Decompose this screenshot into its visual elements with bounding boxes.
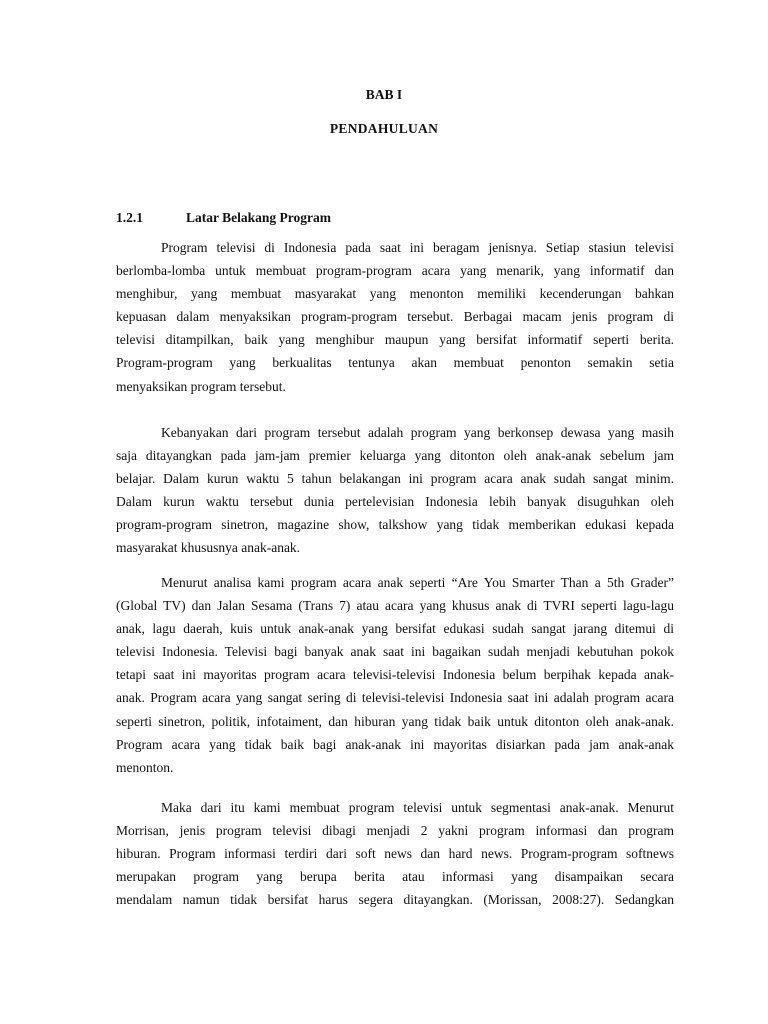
text-line: Dalam kurun waktu tersebut dunia pertelevisian Indonesia lebih banyak disuguhkan oleh (116, 494, 674, 510)
text-line: Morrisan, jenis program televisi dibagi menjadi 2 yakni program informasi dan program (116, 823, 674, 839)
text-line: menyaksikan program tersebut. (116, 378, 286, 394)
section-number: 1.2.1 (116, 210, 143, 225)
text-line: mendalam namun tidak bersifat harus segera ditayangkan. (Morissan, 2008:27). Sedangkan (116, 892, 674, 908)
text-line: saja ditayangkan pada jam-jam premier keluarga yang ditonton oleh anak-anak sebelum jam (116, 448, 674, 464)
text-line: Program acara yang tidak baik bagi anak-anak ini mayoritas disiarkan pada jam anak-anak (116, 736, 674, 752)
text-line: televisi Indonesia. Televisi bagi banyak anak saat ini bagaikan sudah menjadi kebutuhan pokok (116, 644, 674, 660)
text-line: kepuasan dalam menyaksikan program-program tersebut. Berbagai macam jenis program di (116, 309, 674, 325)
text-line: (Global TV) dan Jalan Sesama (Trans 7) atau acara yang khusus anak di TVRI seperti lagu-lagu (116, 598, 674, 614)
text-line: Menurut analisa kami program acara anak seperti “Are You Smarter Than a 5th Grader” (161, 575, 674, 590)
text-line: Kebanyakan dari program tersebut adalah program yang berkonsep dewasa yang masih (161, 425, 674, 440)
section-title: Latar Belakang Program (186, 210, 331, 225)
section-heading (116, 210, 331, 226)
paragraph-3 (116, 571, 674, 779)
paragraph-4 (116, 796, 674, 911)
text-line: belajar. Dalam kurun waktu 5 tahun belakangan ini program acara anak sudah sangat minim. (116, 471, 674, 487)
paragraph-2 (116, 421, 674, 560)
text-line: program-program sinetron, magazine show, talkshow yang tidak memberikan edukasi kepada (116, 517, 674, 533)
text-line: tetapi saat ini mayoritas program acara televisi-televisi Indonesia belum berpihak kepada anak- (116, 667, 674, 683)
chapter-title: PENDAHULUAN (329, 121, 439, 136)
text-line: anak. Program acara yang sangat sering di televisi-televisi Indonesia saat ini adalah program acara (116, 690, 674, 706)
text-line: Maka dari itu kami membuat program televisi untuk segmentasi anak-anak. Menurut (161, 800, 674, 815)
text-line: televisi ditampilkan, baik yang menghibur maupun yang bersifat informatif seperti berita. (116, 332, 674, 348)
chapter-number: BAB I (365, 87, 403, 102)
text-line: hiburan. Program informasi terdiri dari soft news dan hard news. Program-program softnews (116, 846, 674, 862)
text-line: merupakan program yang berupa berita atau informasi yang disampaikan secara (116, 869, 674, 885)
text-line: Program-program yang berkualitas tentunya akan membuat penonton semakin setia (116, 355, 674, 371)
text-line: menghibur, yang membuat masyarakat yang menonton memiliki kecenderungan bahkan (116, 286, 674, 302)
paragraph-1 (116, 236, 674, 398)
text-line: Program televisi di Indonesia pada saat ini beragam jenisnya. Setiap stasiun televisi (161, 240, 674, 255)
text-line: anak, lagu daerah, kuis untuk anak-anak yang bersifat edukasi sudah sangat jarang ditemui di (116, 621, 674, 637)
text-line: berlomba-lomba untuk membuat program-program acara yang menarik, yang informatif dan (116, 263, 674, 279)
text-line: masyarakat khususnya anak-anak. (116, 540, 301, 556)
text-line: seperti sinetron, politik, infotaiment, dan hiburan yang tidak baik untuk ditonton oleh anak-anak. (116, 713, 674, 729)
text-line: menonton. (116, 759, 174, 775)
